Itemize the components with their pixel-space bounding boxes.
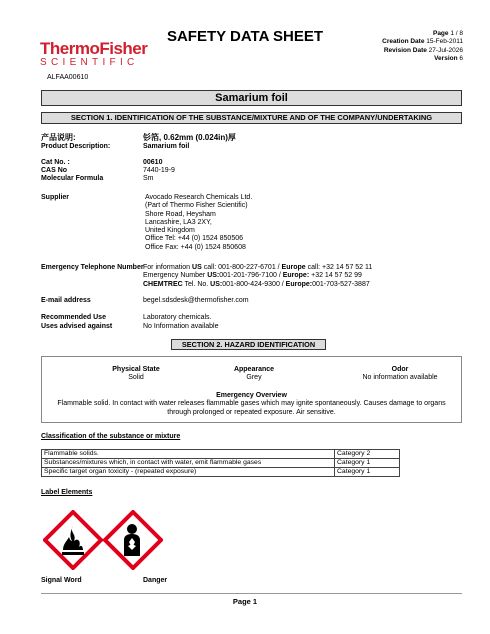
emergency-line-3: CHEMTREC Tel. No. US:001-800-424-9300 / Europe:001-703-527-3887 — [143, 280, 370, 288]
cat-no-label: Cat No. : — [41, 159, 70, 166]
formula-label: Molecular Formula — [41, 175, 104, 182]
physical-state — [96, 366, 176, 383]
section2-heading: SECTION 2. HAZARD IDENTIFICATION — [171, 339, 326, 350]
supplier-line: Office Fax: +44 (0) 1524 850608 — [145, 243, 246, 251]
emergency-overview-text: Flammable solid. In contact with water releases flammable gases which may ignite spontaneously. Causes damage to organs through prolonged or repeated exposure. Air sensitive. — [57, 400, 446, 416]
revision-date-label: Revision Date — [383, 46, 427, 54]
cas-value: 7440-19-9 — [143, 167, 175, 174]
recommended-use-label: Recommended Use — [41, 314, 106, 321]
appearance — [214, 366, 294, 383]
logo-subtitle: SCIENTIFIC — [40, 57, 139, 68]
product-name-bar: Samarium foil — [41, 90, 462, 106]
email-label: E-mail address — [41, 297, 91, 304]
revision-date-value: 27-Jul-2026 — [428, 46, 463, 54]
supplier-label: Supplier — [41, 194, 70, 201]
supplier-line: Lancashire, LA3 2XY, — [145, 218, 212, 226]
section1-heading: SECTION 1. IDENTIFICATION OF THE SUBSTANCE/MIXTURE AND OF THE COMPANY/UNDERTAKING — [41, 112, 462, 124]
table-row — [42, 459, 400, 468]
appearance-value: Grey — [246, 374, 262, 382]
odor-value: No information available — [362, 374, 438, 382]
product-desc-value: Samarium foil — [143, 143, 190, 150]
hazard-cell: Specific target organ toxicity - (repeated exposure) — [42, 468, 335, 477]
logo-brand: ThermoFisher — [40, 39, 148, 58]
physical-state-label: Physical State — [112, 366, 160, 373]
odor-label: Odor — [391, 366, 409, 373]
cas-label: CAS No — [41, 167, 68, 174]
document-meta — [382, 30, 463, 63]
supplier-line: Avocado Research Chemicals Ltd. — [145, 194, 253, 201]
signal-word-value: Danger — [143, 577, 168, 584]
supplier-line: United Kingdom — [145, 227, 195, 235]
flame-icon — [43, 510, 103, 570]
emergency-phone-label: Emergency Telephone Number — [41, 264, 144, 271]
hazard-cell: Substances/mixtures which, in contact with water, emit flammable gases — [42, 459, 335, 468]
classification-heading: Classification of the substance or mixture — [41, 433, 181, 440]
supplier-line: Office Tel: +44 (0) 1524 850506 — [145, 235, 244, 243]
page-label: Page — [432, 30, 449, 37]
creation-date-label: Creation Date — [382, 38, 425, 46]
table-row — [42, 468, 400, 477]
emergency-overview-title: Emergency Overview — [216, 392, 287, 399]
supplier-line: (Part of Thermo Fisher Scientific) — [145, 202, 248, 210]
product-desc-label: Product Description: — [41, 143, 111, 150]
creation-date-value: 15-Feb-2011 — [426, 38, 463, 46]
uses-advised-against-label: Uses advised against — [41, 323, 113, 330]
health-hazard-icon — [103, 510, 163, 570]
uses-advised-against-value: No Information available — [143, 323, 219, 330]
table-row — [42, 450, 400, 459]
signal-word-label: Signal Word — [41, 577, 82, 584]
category-cell: Category 1 — [335, 468, 400, 477]
category-cell: Category 2 — [335, 450, 400, 459]
page-value: 1 / 8 — [450, 30, 463, 37]
appearance-label: Appearance — [233, 366, 275, 373]
label-elements-heading: Label Elements — [41, 489, 93, 496]
document-code: ALFAA00610 — [47, 74, 89, 81]
supplier-address — [145, 194, 252, 252]
page-title: SAFETY DATA SHEET — [166, 28, 324, 45]
version-value: 6 — [459, 54, 463, 62]
email-value[interactable]: begel.sdsdesk@thermofisher.com — [143, 297, 249, 304]
supplier-line: Shore Road, Heysham — [145, 210, 216, 218]
emergency-line-2: Emergency Number US:001-201-796-7100 / Europe: +32 14 57 52 99 — [143, 272, 362, 280]
page-number: Page 1 — [232, 597, 258, 606]
product-desc-cn-value: 钐箔, 0.62mm (0.024in)厚 — [143, 133, 236, 142]
hazard-cell: Flammable solids. — [42, 450, 335, 459]
recommended-use-value: Laboratory chemicals. — [143, 314, 212, 321]
classification-table — [41, 449, 400, 477]
cat-no-value: 00610 — [143, 159, 163, 166]
physical-state-value: Solid — [128, 374, 144, 382]
odor — [345, 366, 455, 383]
emergency-line-1: For information US call: 001-800-227-6701 / Europe call: +32 14 57 52 11 — [143, 264, 373, 271]
version-label: Version — [434, 54, 458, 62]
footer-divider — [41, 593, 462, 594]
emergency-phone-info — [143, 264, 372, 289]
product-desc-cn-label: 产品说明: — [41, 133, 76, 142]
category-cell: Category 1 — [335, 459, 400, 468]
formula-value: Sm — [143, 175, 154, 182]
